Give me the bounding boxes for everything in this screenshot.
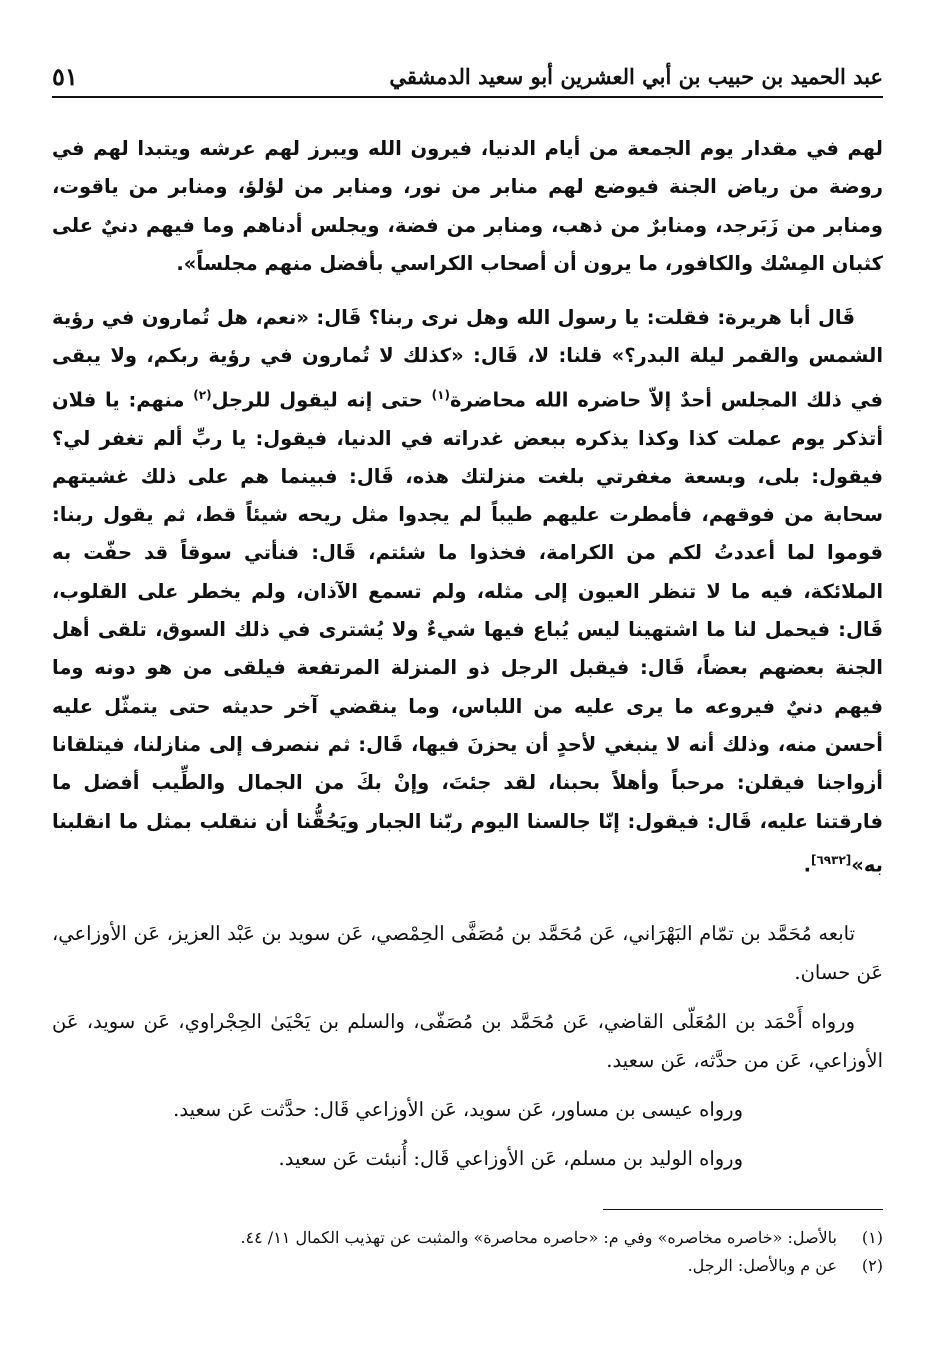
footnote-text: بالأصل: «خاصره مخاصره» وفي م: «حاصره محاصرة» والمثبت عن تهذيب الكمال ١١/ ٤٤. [240,1228,837,1247]
footnote-ref-2[interactable]: (٢) [193,387,212,402]
footnote-divider [603,1209,883,1210]
page-header [52,56,883,98]
hadith-text [52,130,883,901]
hadith-paragraph-1: لهم في مقدار يوم الجمعة من أيام الدنيا، فيرون الله ويبرز لهم عرشه ويتبدا لهم في روضة من رياض الجنة فيوضع لهم منابر من نور، ومنابر من لؤلؤ، ومنابر من ياقوت، ومنابر من زَبَرجد، ومنابرٌ من ذهب، ومنابر من فضة، ويجلس أدناهم وما فيهم دنيٌ على كثبان المِسْك والكافور، ما يرون أن أصحاب الكراسي بأفضل منهم مجلساً». [52,137,883,275]
hadith-paragraph-2 [52,299,883,884]
footnote-text: عن م وبالأصل: الرجل. [687,1256,837,1275]
page-number: ٥١ [52,61,78,91]
footnote-1 [52,1224,883,1252]
isnad-chains [52,914,883,1188]
footnotes [52,1224,883,1280]
hadith-end-mark: . [803,853,811,877]
chain-paragraph: ورواه الوليد بن مسلم، عَن الأوزاعي قَال: أُنبئت عَن سعيد. [278,1147,743,1170]
hadith-text-segment: منهم: يا فلان أتذكر يوم عملت كذا وكذا يذكره ببعض غدراته في الدنيا، فيقول: يا ربِّ ألم تغفر لي؟ فيقول: بلى، وبسعة مغفرتي بلغت منزلتك هذه، قَال: فبينما هم على ذلك غشيتهم سحابة من فوقهم، فأمطرت عليهم طيباً لم يجدوا مثل ريحه شيئاً قط، ثم يقول ربنا: قوموا لما أعددتُ لكم من الكرامة، فخذوا ما شئتم، قَال: فنأتي سوقاً قد حفّت به الملائكة، فيه ما لا تنظر العيون إلى مثله، ولم تسمع الآذان، ولم يخطر على القلوب، قَال: فيحمل لنا ما اشتهينا ليس يُباع فيها شيءٌ ولا يُشترى في ذلك السوق، تلقى أهل الجنة بعضهم بعضاً، قَال: فيقبل الرجل ذو المنزلة المرتفعة فيلقى من هو دونه وما فيهم دنيٌ فيروعه ما يرى عليه من اللباس، وما ينقضي آخر حديثه حتى يتمثّل عليه أحسن منه، وذلك أنه لا ينبغي لأحدٍ أن يحزنَ فيها، قَال: ثم ننصرف إلى منازلنا، فيتلقانا أزواجنا فيقلن: مرحباً وأهلاً بحبنا، لقد جئتَ، وإنْ بكَ من الجمال والطِّيب أفضل ما فارقتنا عليه، قَال: فيقول: إنّا جالسنا اليوم ربّنا الجبار ويَحُقُّنا أن ننقلب بمثل ما انقلبنا به» [52,388,883,877]
running-title: عبد الحميد بن حبيب بن أبي العشرين أبو سعيد الدمشقي [389,63,883,89]
footnote-ref-1[interactable]: (١) [431,387,450,402]
hadith-text-segment: قَال أبا هريرة: فقلت: يا رسول الله وهل نرى ربنا؟ قَال: «نعم، هل تُمارون في رؤية الشمس والقمر ليلة البدر؟» قلنا: لا، قَال: «كذلك لا تُمارون في رؤية ربكم، ولا يبقى في ذلك المجلس أحدٌ إلاّ حاضره الله محاضرة [52,306,883,412]
hadith-text-segment: حتى إنه ليقول للرجل [211,388,432,412]
footnote-number: (٢) [861,1256,883,1275]
chain-paragraph: تابعه مُحَمَّد بن تمّام البَهْرَاني، عَن مُحَمَّد بن مُصَفَّى الحِمْصي، عَن سويد بن عَبْد العزيز، عَن الأوزاعي، عَن حسان. [52,922,883,984]
footnote-number: (١) [861,1228,883,1247]
chain-paragraph: ورواه أَحْمَد بن المُعَلّى القاضي، عَن مُحَمَّد بن مُصَفّى، والسلم بن يَحْيَىٰ الحِجْراوي، عَن سويد، عَن الأوزاعي، عَن من حدَّثه، عَن سعيد. [52,1010,883,1072]
footnote-2 [52,1252,883,1280]
hadith-reference-number: [٦٩٣٢] [810,852,852,867]
chain-paragraph: ورواه عيسى بن مساور، عَن سويد، عَن الأوزاعي قَال: حدَّثت عَن سعيد. [173,1098,743,1121]
